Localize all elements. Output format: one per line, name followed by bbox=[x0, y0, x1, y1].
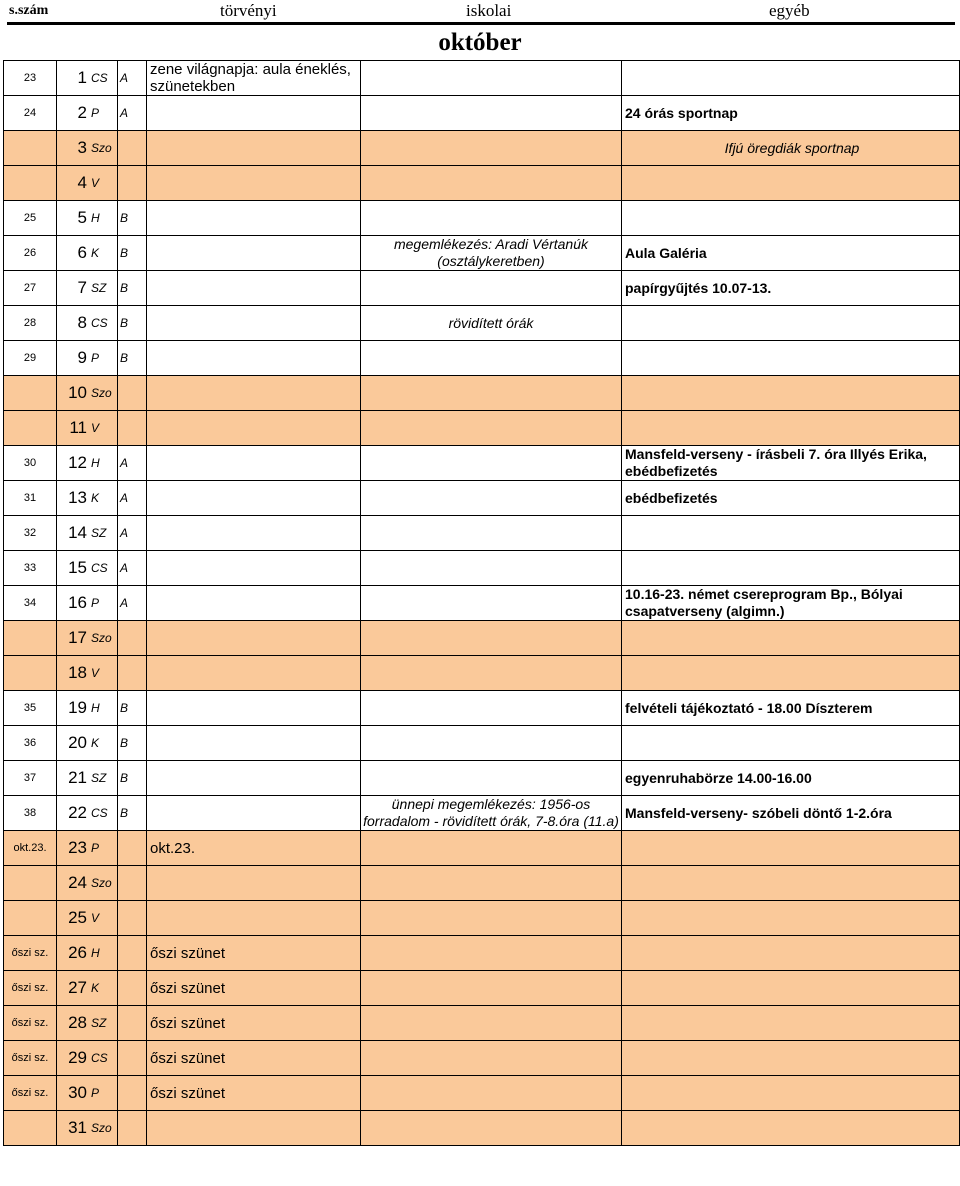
week-ab-cell bbox=[118, 901, 147, 936]
other-event-cell bbox=[622, 726, 960, 761]
weekday-cell: P bbox=[89, 96, 118, 131]
calendar-row bbox=[4, 586, 960, 621]
day-number-cell: 15 bbox=[57, 551, 90, 586]
calendar-row bbox=[4, 691, 960, 726]
school-week-cell: 30 bbox=[4, 446, 57, 481]
weekday-cell: P bbox=[89, 586, 118, 621]
calendar-row bbox=[4, 656, 960, 691]
weekday-cell: Szo bbox=[89, 866, 118, 901]
school-event-cell bbox=[361, 96, 622, 131]
week-ab-cell: A bbox=[118, 96, 147, 131]
weekday-cell: SZ bbox=[89, 271, 118, 306]
day-number-cell: 7 bbox=[57, 271, 90, 306]
calendar-row bbox=[4, 411, 960, 446]
calendar-row bbox=[4, 61, 960, 96]
school-event-cell bbox=[361, 166, 622, 201]
week-ab-cell bbox=[118, 621, 147, 656]
school-event-cell bbox=[361, 586, 622, 621]
calendar-table bbox=[3, 60, 960, 1146]
day-number-cell: 12 bbox=[57, 446, 90, 481]
header-torvenyi: törvényi bbox=[220, 1, 277, 20]
school-event-cell bbox=[361, 831, 622, 866]
legal-event-cell: őszi szünet bbox=[147, 971, 361, 1006]
other-event-cell: Aula Galéria bbox=[622, 236, 960, 271]
weekday-cell: H bbox=[89, 446, 118, 481]
other-event-cell bbox=[622, 341, 960, 376]
week-ab-cell bbox=[118, 1076, 147, 1111]
week-ab-cell bbox=[118, 166, 147, 201]
weekday-cell: P bbox=[89, 1076, 118, 1111]
weekday-cell: CS bbox=[89, 551, 118, 586]
legal-event-cell bbox=[147, 271, 361, 306]
school-event-cell: megemlékezés: Aradi Vértanúk (osztálykeretben) bbox=[361, 236, 622, 271]
other-event-cell bbox=[622, 1041, 960, 1076]
calendar-row bbox=[4, 866, 960, 901]
school-event-cell bbox=[361, 376, 622, 411]
other-event-cell: 10.16-23. német csereprogram Bp., Bólyai csapatverseny (algimn.) bbox=[622, 586, 960, 621]
school-week-cell bbox=[4, 376, 57, 411]
school-week-cell: 33 bbox=[4, 551, 57, 586]
legal-event-cell: őszi szünet bbox=[147, 1076, 361, 1111]
legal-event-cell bbox=[147, 656, 361, 691]
weekday-cell: H bbox=[89, 201, 118, 236]
week-ab-cell: A bbox=[118, 551, 147, 586]
day-number-cell: 25 bbox=[57, 901, 90, 936]
header-egyeb: egyéb bbox=[769, 1, 810, 20]
weekday-cell: K bbox=[89, 971, 118, 1006]
day-number-cell: 9 bbox=[57, 341, 90, 376]
day-number-cell: 11 bbox=[57, 411, 90, 446]
school-event-cell bbox=[361, 621, 622, 656]
week-ab-cell bbox=[118, 376, 147, 411]
school-week-cell: 23 bbox=[4, 61, 57, 96]
other-event-cell: felvételi tájékoztató - 18.00 Díszterem bbox=[622, 691, 960, 726]
calendar-row bbox=[4, 621, 960, 656]
week-ab-cell: A bbox=[118, 586, 147, 621]
school-week-cell: őszi sz. bbox=[4, 1076, 57, 1111]
other-event-cell bbox=[622, 376, 960, 411]
day-number-cell: 8 bbox=[57, 306, 90, 341]
weekday-cell: H bbox=[89, 691, 118, 726]
legal-event-cell bbox=[147, 866, 361, 901]
weekday-cell: CS bbox=[89, 1041, 118, 1076]
week-ab-cell bbox=[118, 1111, 147, 1146]
calendar-row bbox=[4, 1076, 960, 1111]
day-number-cell: 20 bbox=[57, 726, 90, 761]
school-event-cell bbox=[361, 691, 622, 726]
school-event-cell bbox=[361, 271, 622, 306]
weekday-cell: CS bbox=[89, 61, 118, 96]
school-week-cell: 31 bbox=[4, 481, 57, 516]
week-ab-cell bbox=[118, 411, 147, 446]
legal-event-cell: okt.23. bbox=[147, 831, 361, 866]
other-event-cell bbox=[622, 1076, 960, 1111]
school-week-cell bbox=[4, 131, 57, 166]
legal-event-cell bbox=[147, 96, 361, 131]
calendar-row bbox=[4, 166, 960, 201]
weekday-cell: SZ bbox=[89, 1006, 118, 1041]
week-ab-cell: B bbox=[118, 306, 147, 341]
legal-event-cell bbox=[147, 901, 361, 936]
other-event-cell bbox=[622, 656, 960, 691]
school-week-cell: 27 bbox=[4, 271, 57, 306]
month-title: október bbox=[438, 29, 522, 56]
school-week-cell: 32 bbox=[4, 516, 57, 551]
week-ab-cell: B bbox=[118, 341, 147, 376]
school-event-cell bbox=[361, 1111, 622, 1146]
school-week-cell: őszi sz. bbox=[4, 936, 57, 971]
legal-event-cell bbox=[147, 621, 361, 656]
school-week-cell: 26 bbox=[4, 236, 57, 271]
legal-event-cell bbox=[147, 236, 361, 271]
weekday-cell: V bbox=[89, 411, 118, 446]
header-iskolai: iskolai bbox=[466, 1, 512, 20]
school-event-cell bbox=[361, 446, 622, 481]
day-number-cell: 1 bbox=[57, 61, 90, 96]
school-week-cell: 28 bbox=[4, 306, 57, 341]
other-event-cell bbox=[622, 411, 960, 446]
week-ab-cell bbox=[118, 971, 147, 1006]
weekday-cell: Szo bbox=[89, 621, 118, 656]
legal-event-cell: őszi szünet bbox=[147, 1006, 361, 1041]
school-event-cell: ünnepi megemlékezés: 1956-os forradalom - rövidített órák, 7-8.óra (11.a) bbox=[361, 796, 622, 831]
week-ab-cell bbox=[118, 936, 147, 971]
other-event-cell bbox=[622, 866, 960, 901]
school-week-cell bbox=[4, 1111, 57, 1146]
week-ab-cell bbox=[118, 1041, 147, 1076]
calendar-row bbox=[4, 131, 960, 166]
weekday-cell: V bbox=[89, 656, 118, 691]
calendar-row bbox=[4, 96, 960, 131]
day-number-cell: 24 bbox=[57, 866, 90, 901]
legal-event-cell bbox=[147, 726, 361, 761]
calendar-row bbox=[4, 446, 960, 481]
weekday-cell: K bbox=[89, 481, 118, 516]
weekday-cell: Szo bbox=[89, 376, 118, 411]
other-event-cell bbox=[622, 901, 960, 936]
calendar-row bbox=[4, 236, 960, 271]
weekday-cell: K bbox=[89, 236, 118, 271]
school-event-cell bbox=[361, 481, 622, 516]
school-week-cell: 35 bbox=[4, 691, 57, 726]
other-event-cell bbox=[622, 516, 960, 551]
legal-event-cell bbox=[147, 796, 361, 831]
legal-event-cell bbox=[147, 586, 361, 621]
other-event-cell: Mansfeld-verseny- szóbeli döntő 1-2.óra bbox=[622, 796, 960, 831]
day-number-cell: 16 bbox=[57, 586, 90, 621]
school-week-cell bbox=[4, 866, 57, 901]
day-number-cell: 18 bbox=[57, 656, 90, 691]
other-event-cell bbox=[622, 1006, 960, 1041]
other-event-cell bbox=[622, 831, 960, 866]
legal-event-cell bbox=[147, 551, 361, 586]
week-ab-cell: A bbox=[118, 446, 147, 481]
week-ab-cell: B bbox=[118, 236, 147, 271]
calendar-row bbox=[4, 971, 960, 1006]
day-number-cell: 27 bbox=[57, 971, 90, 1006]
calendar-row bbox=[4, 1006, 960, 1041]
week-ab-cell: B bbox=[118, 201, 147, 236]
calendar-row bbox=[4, 761, 960, 796]
school-event-cell bbox=[361, 726, 622, 761]
other-event-cell: egyenruhabörze 14.00-16.00 bbox=[622, 761, 960, 796]
legal-event-cell: zene világnapja: aula éneklés, szünetekben bbox=[147, 61, 361, 96]
day-number-cell: 6 bbox=[57, 236, 90, 271]
week-ab-cell: A bbox=[118, 516, 147, 551]
school-event-cell bbox=[361, 901, 622, 936]
calendar-row bbox=[4, 306, 960, 341]
school-week-cell: 29 bbox=[4, 341, 57, 376]
other-event-cell: Ifjú öregdiák sportnap bbox=[622, 131, 960, 166]
school-event-cell bbox=[361, 411, 622, 446]
weekday-cell: P bbox=[89, 341, 118, 376]
day-number-cell: 22 bbox=[57, 796, 90, 831]
school-event-cell bbox=[361, 761, 622, 796]
legal-event-cell bbox=[147, 446, 361, 481]
other-event-cell: papírgyűjtés 10.07-13. bbox=[622, 271, 960, 306]
week-ab-cell: A bbox=[118, 481, 147, 516]
calendar-row bbox=[4, 551, 960, 586]
calendar-row bbox=[4, 936, 960, 971]
school-event-cell bbox=[361, 201, 622, 236]
day-number-cell: 4 bbox=[57, 166, 90, 201]
legal-event-cell bbox=[147, 411, 361, 446]
calendar-row bbox=[4, 376, 960, 411]
day-number-cell: 19 bbox=[57, 691, 90, 726]
school-event-cell bbox=[361, 61, 622, 96]
school-week-cell: 36 bbox=[4, 726, 57, 761]
school-week-cell: őszi sz. bbox=[4, 1006, 57, 1041]
calendar-row bbox=[4, 271, 960, 306]
calendar-row bbox=[4, 341, 960, 376]
school-week-cell: okt.23. bbox=[4, 831, 57, 866]
legal-event-cell bbox=[147, 691, 361, 726]
legal-event-cell bbox=[147, 166, 361, 201]
calendar-row bbox=[4, 1041, 960, 1076]
calendar-row bbox=[4, 201, 960, 236]
school-week-cell bbox=[4, 621, 57, 656]
other-event-cell bbox=[622, 936, 960, 971]
day-number-cell: 5 bbox=[57, 201, 90, 236]
header-szam: s.szám bbox=[9, 3, 49, 18]
header-rule bbox=[7, 22, 955, 25]
weekday-cell: V bbox=[89, 166, 118, 201]
day-number-cell: 31 bbox=[57, 1111, 90, 1146]
week-ab-cell: B bbox=[118, 691, 147, 726]
school-event-cell bbox=[361, 551, 622, 586]
week-ab-cell bbox=[118, 1006, 147, 1041]
week-ab-cell: B bbox=[118, 796, 147, 831]
day-number-cell: 2 bbox=[57, 96, 90, 131]
legal-event-cell bbox=[147, 761, 361, 796]
week-ab-cell bbox=[118, 866, 147, 901]
calendar-row bbox=[4, 1111, 960, 1146]
school-event-cell bbox=[361, 866, 622, 901]
week-ab-cell bbox=[118, 131, 147, 166]
school-week-cell bbox=[4, 656, 57, 691]
weekday-cell: SZ bbox=[89, 516, 118, 551]
calendar-row bbox=[4, 831, 960, 866]
other-event-cell bbox=[622, 61, 960, 96]
school-week-cell bbox=[4, 166, 57, 201]
week-ab-cell: B bbox=[118, 761, 147, 796]
legal-event-cell bbox=[147, 341, 361, 376]
legal-event-cell bbox=[147, 201, 361, 236]
day-number-cell: 21 bbox=[57, 761, 90, 796]
legal-event-cell bbox=[147, 1111, 361, 1146]
other-event-cell bbox=[622, 971, 960, 1006]
school-week-cell: 25 bbox=[4, 201, 57, 236]
other-event-cell: 24 órás sportnap bbox=[622, 96, 960, 131]
school-event-cell bbox=[361, 516, 622, 551]
calendar-row bbox=[4, 726, 960, 761]
weekday-cell: Szo bbox=[89, 131, 118, 166]
legal-event-cell bbox=[147, 376, 361, 411]
legal-event-cell bbox=[147, 131, 361, 166]
day-number-cell: 14 bbox=[57, 516, 90, 551]
other-event-cell bbox=[622, 621, 960, 656]
school-week-cell: 38 bbox=[4, 796, 57, 831]
school-event-cell bbox=[361, 936, 622, 971]
day-number-cell: 10 bbox=[57, 376, 90, 411]
legal-event-cell bbox=[147, 306, 361, 341]
weekday-cell: Szo bbox=[89, 1111, 118, 1146]
day-number-cell: 23 bbox=[57, 831, 90, 866]
weekday-cell: CS bbox=[89, 306, 118, 341]
school-week-cell: 37 bbox=[4, 761, 57, 796]
weekday-cell: P bbox=[89, 831, 118, 866]
other-event-cell bbox=[622, 201, 960, 236]
school-event-cell: rövidített órák bbox=[361, 306, 622, 341]
weekday-cell: CS bbox=[89, 796, 118, 831]
week-ab-cell bbox=[118, 831, 147, 866]
weekday-cell: SZ bbox=[89, 761, 118, 796]
week-ab-cell: A bbox=[118, 61, 147, 96]
school-event-cell bbox=[361, 1041, 622, 1076]
other-event-cell: ebédbefizetés bbox=[622, 481, 960, 516]
legal-event-cell: őszi szünet bbox=[147, 1041, 361, 1076]
calendar-row bbox=[4, 481, 960, 516]
other-event-cell: Mansfeld-verseny - írásbeli 7. óra Illyés Erika, ebédbefizetés bbox=[622, 446, 960, 481]
school-event-cell bbox=[361, 1006, 622, 1041]
school-week-cell: őszi sz. bbox=[4, 1041, 57, 1076]
day-number-cell: 26 bbox=[57, 936, 90, 971]
school-event-cell bbox=[361, 1076, 622, 1111]
school-week-cell: 34 bbox=[4, 586, 57, 621]
column-header-row bbox=[0, 0, 960, 24]
day-number-cell: 13 bbox=[57, 481, 90, 516]
other-event-cell bbox=[622, 166, 960, 201]
other-event-cell bbox=[622, 551, 960, 586]
legal-event-cell: őszi szünet bbox=[147, 936, 361, 971]
legal-event-cell bbox=[147, 481, 361, 516]
calendar-row bbox=[4, 796, 960, 831]
week-ab-cell: B bbox=[118, 726, 147, 761]
school-week-cell bbox=[4, 411, 57, 446]
other-event-cell bbox=[622, 306, 960, 341]
calendar-row bbox=[4, 516, 960, 551]
school-event-cell bbox=[361, 971, 622, 1006]
school-week-cell: 24 bbox=[4, 96, 57, 131]
weekday-cell: V bbox=[89, 901, 118, 936]
day-number-cell: 28 bbox=[57, 1006, 90, 1041]
day-number-cell: 30 bbox=[57, 1076, 90, 1111]
school-event-cell bbox=[361, 656, 622, 691]
legal-event-cell bbox=[147, 516, 361, 551]
school-week-cell bbox=[4, 901, 57, 936]
school-event-cell bbox=[361, 341, 622, 376]
weekday-cell: H bbox=[89, 936, 118, 971]
weekday-cell: K bbox=[89, 726, 118, 761]
school-event-cell bbox=[361, 131, 622, 166]
day-number-cell: 29 bbox=[57, 1041, 90, 1076]
day-number-cell: 17 bbox=[57, 621, 90, 656]
week-ab-cell bbox=[118, 656, 147, 691]
school-week-cell: őszi sz. bbox=[4, 971, 57, 1006]
day-number-cell: 3 bbox=[57, 131, 90, 166]
other-event-cell bbox=[622, 1111, 960, 1146]
calendar-row bbox=[4, 901, 960, 936]
week-ab-cell: B bbox=[118, 271, 147, 306]
